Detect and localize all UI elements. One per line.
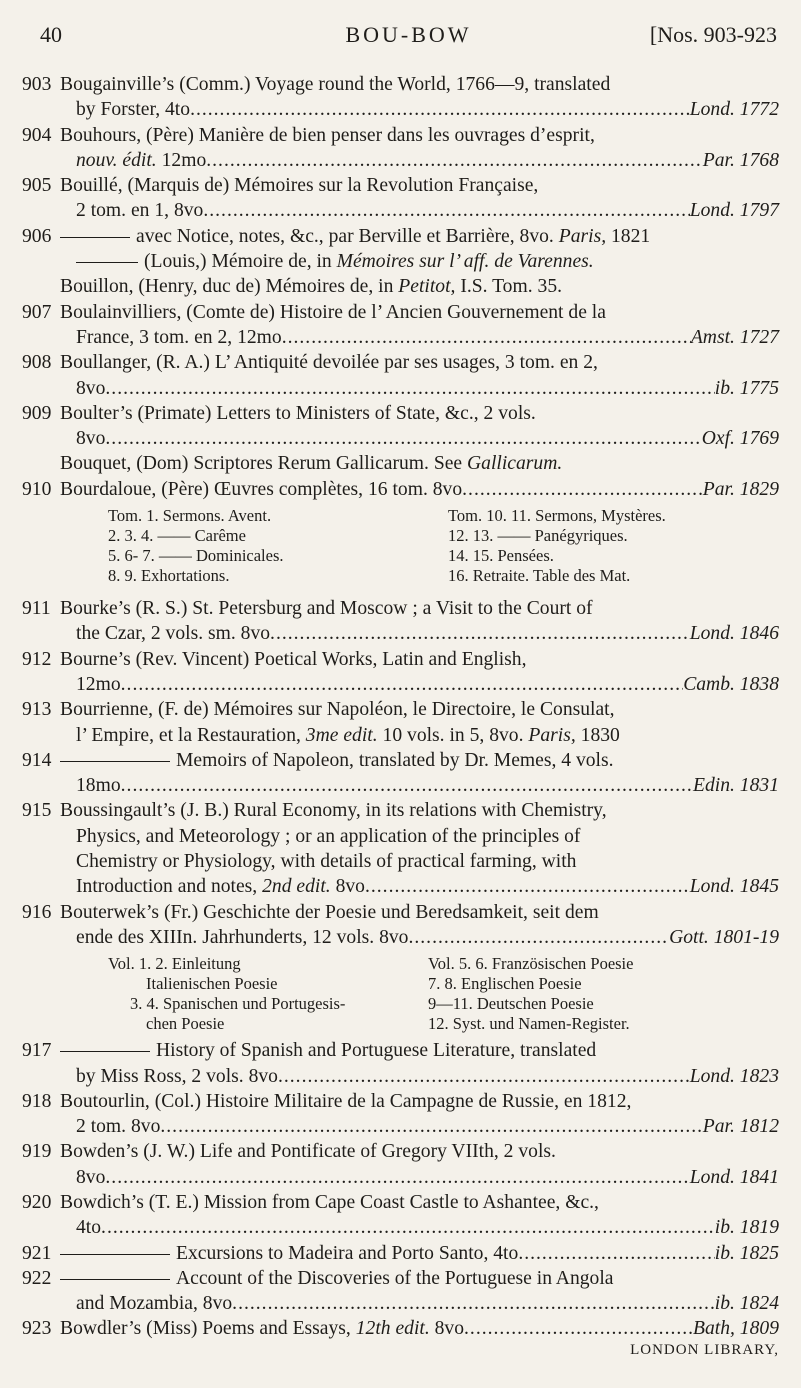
catalogue-entry-919 — [22, 1139, 779, 1190]
page-number: 40 — [40, 22, 62, 47]
ditto-dash — [60, 1279, 170, 1280]
entry-text: Bowdich’s (T. E.) Mission from Cape Coast Castle to Ashantee, &c., — [60, 1191, 599, 1213]
entry-text: Bouquet, (Dom) Scriptores Rerum Gallicarum. See — [60, 453, 468, 475]
catalogue-entry-909 — [22, 401, 779, 477]
entry-text: Boutourlin, (Col.) Histoire Militaire de la Campagne de Russie, en 1812, — [60, 1090, 632, 1112]
entry-edition: 12th edit. — [355, 1318, 430, 1340]
catalogue-entry-905 — [22, 173, 779, 224]
entry-imprint: Lond. 1772 — [689, 99, 779, 121]
catalogue-entry-922 — [22, 1266, 779, 1317]
catalogue-entry-921 — [22, 1241, 779, 1266]
catalogue-entry-904 — [22, 123, 779, 174]
entry-imprint: Camb. 1838 — [683, 673, 779, 695]
entry-number: 923 — [22, 1318, 52, 1340]
entry-number: 915 — [22, 800, 52, 822]
entry-number: 911 — [22, 598, 51, 620]
entry-text: Chemistry or Physiology, with details of practical farming, with — [76, 851, 577, 873]
catalogue-entry-918 — [22, 1089, 779, 1140]
entry-imprint: Par. 1812 — [702, 1116, 779, 1138]
entry-text: 8vo — [76, 428, 106, 450]
volume-cell: 7. 8. Englischen Poesie — [428, 974, 582, 994]
entry-imprint: ib. 1819 — [714, 1217, 779, 1239]
entry-text: Bougainville’s (Comm.) Voyage round the World, 1766—9, translated — [60, 74, 611, 95]
entry-edition: nouv. édit. — [76, 149, 157, 171]
volume-contents-table — [22, 506, 779, 586]
volume-cell: Vol. 5. 6. Französischen Poesie — [428, 954, 634, 974]
entry-text: (Louis,) Mémoire de, in — [144, 251, 337, 273]
entry-text: Memoirs of Napoleon, translated by Dr. Memes, 4 vols. — [176, 749, 614, 771]
entry-text: Account of the Discoveries of the Portuguese in Angola — [176, 1267, 614, 1289]
volume-cell: 5. 6- 7. —— Dominicales. — [108, 546, 284, 566]
running-title: BOU-BOW — [345, 22, 472, 47]
entry-text: Bowden’s (J. W.) Life and Pontificate of Gregory VIIth, 2 vols. — [60, 1141, 556, 1163]
entry-reference: Petitot, — [398, 276, 456, 298]
entry-edition: 2nd edit. — [262, 876, 331, 898]
entry-text: l’ Empire, et la Restauration, — [76, 724, 306, 746]
entry-text: Boulainvilliers, (Comte de) Histoire de l’ Ancien Gouvernement de la — [60, 301, 606, 323]
ditto-dash — [60, 1254, 170, 1255]
volume-cell: Italienischen Poesie — [146, 974, 278, 994]
entry-number: 916 — [22, 901, 52, 923]
entry-number: 914 — [22, 749, 52, 771]
entry-imprint: Par. 1768 — [702, 149, 779, 171]
entry-reference: Gallicarum. — [467, 453, 563, 475]
catalogue-entry-913 — [22, 697, 779, 748]
catalogue-entry-914 — [22, 748, 779, 799]
entry-number: 920 — [22, 1191, 52, 1213]
ditto-dash — [60, 237, 130, 238]
entry-text: 10 vols. in 5, 8vo. — [377, 724, 529, 746]
entry-text: Bouillon, (Henry, duc de) Mémoires de, in — [60, 276, 399, 298]
entry-imprint: Lond. 1841 — [689, 1166, 779, 1188]
entry-text: History of Spanish and Portuguese Literature, translated — [156, 1040, 597, 1062]
entry-imprint: Lond. 1846 — [689, 623, 779, 645]
entry-number: 904 — [22, 124, 52, 146]
entry-text: 8vo — [429, 1318, 465, 1340]
entry-text: France, 3 tom. en 2, 12mo — [76, 326, 282, 348]
entry-place: Paris, — [528, 724, 576, 746]
entry-text: by Miss Ross, 2 vols. 8vo — [76, 1065, 278, 1087]
entry-text: 12mo — [76, 673, 121, 695]
entry-text: 4to — [76, 1217, 102, 1239]
entry-imprint: ib. 1825 — [714, 1242, 779, 1264]
entry-edition: 3me edit. — [305, 724, 378, 746]
entry-imprint: Lond. 1845 — [689, 876, 779, 898]
entry-text: and Mozambia, 8vo — [76, 1293, 233, 1315]
entry-imprint: Bath, 1809 — [693, 1318, 779, 1340]
ditto-dash — [60, 761, 170, 762]
entry-text: 8vo — [330, 876, 365, 898]
entry-number: 907 — [22, 301, 52, 323]
entry-text: Bourdaloue, (Père) Œuvres complètes, 16 tom. 8vo — [60, 478, 463, 500]
entry-text: the Czar, 2 vols. sm. 8vo — [76, 623, 271, 645]
entry-text: Bourne’s (Rev. Vincent) Poetical Works, Latin and English, — [60, 648, 527, 670]
entry-imprint: Lond. 1797 — [689, 200, 779, 222]
entry-text: Bouillé, (Marquis de) Mémoires sur la Revolution Française, — [60, 175, 539, 197]
catalogue-entry-910 — [22, 477, 779, 502]
entry-text: 8vo — [76, 1166, 106, 1188]
catalogue-entry-907 — [22, 300, 779, 351]
catalogue-entry-923 — [22, 1316, 779, 1341]
catalogue-entry-903 — [22, 72, 779, 123]
entry-number: 918 — [22, 1090, 52, 1112]
catalogue-entry-912 — [22, 647, 779, 698]
entry-reference: Mémoires sur l’ aff. de Varennes. — [336, 251, 594, 273]
volume-cell: Tom. 10. 11. Sermons, Mystères. — [448, 506, 666, 526]
entry-year: 1830 — [575, 724, 620, 746]
entry-number: 909 — [22, 402, 52, 424]
volume-cell: chen Poesie — [146, 1014, 225, 1034]
entry-imprint: Gott. 1801-19 — [669, 926, 779, 948]
catalogue-entry-915 — [22, 798, 779, 899]
entry-number: 921 — [22, 1242, 52, 1264]
entry-number: 903 — [22, 74, 52, 95]
entry-text: 18mo — [76, 775, 121, 797]
entry-number: 906 — [22, 225, 52, 247]
entry-imprint: ib. 1824 — [714, 1293, 779, 1315]
entry-text: Bouterwek’s (Fr.) Geschichte der Poesie und Beredsamkeit, seit dem — [60, 901, 599, 923]
entry-text: 12mo — [156, 149, 207, 171]
ditto-dash — [76, 262, 138, 263]
page-footer: LONDON LIBRARY, — [630, 1341, 779, 1358]
entry-number: 910 — [22, 478, 52, 500]
entry-text: Boulter’s (Primate) Letters to Ministers of State, &c., 2 vols. — [60, 402, 536, 424]
entry-text: Bourrienne, (F. de) Mémoires sur Napoléon, le Directoire, le Consulat, — [60, 699, 615, 721]
volume-cell: Tom. 1. Sermons. Avent. — [108, 506, 272, 526]
entry-number: 917 — [22, 1040, 52, 1062]
catalogue-entry-917 — [22, 1038, 779, 1089]
entry-text: Bouhours, (Père) Manière de bien penser dans les ouvrages d’esprit, — [60, 124, 595, 146]
entry-imprint: Par. 1829 — [702, 478, 779, 500]
entry-text: Boussingault’s (J. B.) Rural Economy, in its relations with Chemistry, — [60, 800, 607, 822]
volume-cell: 14. 15. Pensées. — [448, 546, 554, 566]
catalogue-entry-920 — [22, 1190, 779, 1241]
volume-cell: Vol. 1. 2. Einleitung — [108, 954, 241, 974]
entry-text: ende des XIIIn. Jahrhunderts, 12 vols. 8vo — [76, 926, 409, 948]
entry-range: [Nos. 903-923 — [649, 22, 777, 47]
entry-number: 922 — [22, 1267, 52, 1289]
entry-imprint: Amst. 1727 — [690, 326, 779, 348]
entry-imprint: Oxf. 1769 — [701, 428, 779, 450]
entry-number: 919 — [22, 1141, 52, 1163]
entry-imprint: ib. 1775 — [714, 377, 779, 399]
entry-text: avec Notice, notes, &c., par Berville et Barrière, 8vo. — [136, 225, 559, 247]
volume-cell: 3. 4. Spanischen und Portugesis- — [130, 994, 346, 1014]
entry-imprint: Edin. 1831 — [693, 775, 779, 797]
entry-number: 905 — [22, 175, 52, 197]
ditto-dash — [60, 1051, 150, 1052]
entry-text: Excursions to Madeira and Porto Santo, 4to — [176, 1242, 519, 1264]
volume-cell: 12. Syst. und Namen-Register. — [428, 1014, 630, 1034]
entry-imprint: Lond. 1823 — [689, 1065, 779, 1087]
volume-cell: 12. 13. —— Panégyriques. — [448, 526, 628, 546]
entry-text: 8vo — [76, 377, 106, 399]
entry-number: 908 — [22, 352, 52, 374]
entry-text: I.S. Tom. 35. — [455, 276, 563, 298]
entry-text: Bowdler’s (Miss) Poems and Essays, — [60, 1318, 356, 1340]
entry-text: 2 tom. en 1, 8vo — [76, 200, 204, 222]
entry-place: Paris, — [558, 225, 607, 247]
entry-text: Physics, and Meteorology ; or an application of the principles of — [76, 825, 581, 847]
entry-number: 912 — [22, 648, 52, 670]
volume-cell: 2. 3. 4. —— Carême — [108, 526, 246, 546]
volume-cell: 9—11. Deutschen Poesie — [428, 994, 594, 1014]
entry-text: Introduction and notes, — [76, 876, 263, 898]
page-header — [40, 22, 777, 56]
volume-contents-table — [22, 954, 779, 1034]
entry-number: 913 — [22, 699, 52, 721]
catalogue-list — [22, 72, 779, 1359]
volume-cell: 8. 9. Exhortations. — [108, 566, 230, 586]
catalogue-entry-906 — [22, 224, 779, 300]
catalogue-entry-911 — [22, 596, 779, 647]
entry-text: by Forster, 4to — [76, 99, 191, 121]
volume-cell: 16. Retraite. Table des Mat. — [448, 566, 631, 586]
entry-year: 1821 — [606, 225, 651, 247]
catalogue-entry-916 — [22, 900, 779, 951]
entry-text: Boullanger, (R. A.) L’ Antiquité devoilée par ses usages, 3 tom. en 2, — [60, 352, 598, 374]
entry-text: Bourke’s (R. S.) St. Petersburg and Moscow ; a Visit to the Court of — [60, 598, 593, 620]
catalogue-entry-908 — [22, 350, 779, 401]
entry-text: 2 tom. 8vo — [76, 1116, 161, 1138]
